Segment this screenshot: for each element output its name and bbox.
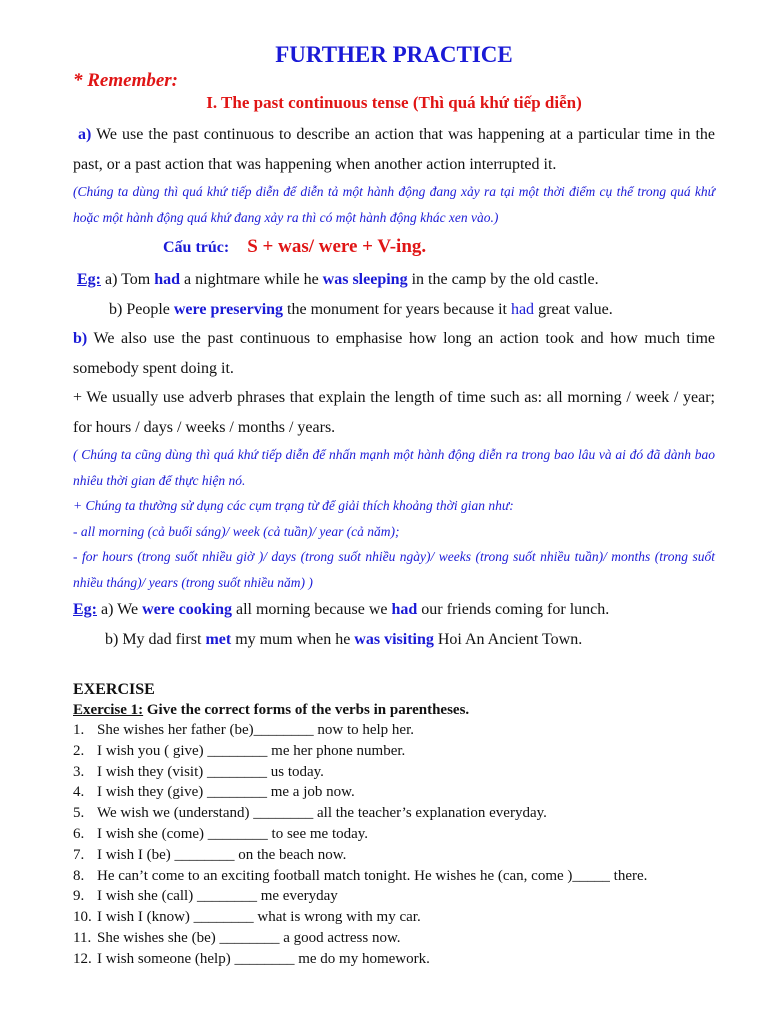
list-item (73, 762, 715, 783)
page-title: FURTHER PRACTICE (275, 42, 513, 67)
list-item (73, 803, 715, 824)
exercise-list (73, 720, 715, 970)
item-text: She wishes her father (be)________ now to help her. (97, 722, 415, 738)
list-item (73, 866, 715, 887)
eg-label: Eg: (73, 601, 97, 618)
part-b-vietnamese-4: - for hours (trong suốt nhiều giờ )/ days (trong suốt nhiều ngày)/ weeks (trong suốt nhiều tuần)/ months (trong suốt nhiều tháng)/ years (trong suốt nhiều năm) ) (73, 549, 715, 590)
example-text: in the camp by the old castle. (407, 271, 599, 288)
list-item (73, 720, 715, 741)
structure-formula: S + was/ were + V-ing. (247, 236, 427, 257)
part-b-vietnamese-2: + Chúng ta thường sử dụng các cụm trạng từ để giải thích khoảng thời gian như: (73, 498, 514, 513)
example-2a (73, 595, 715, 625)
example-text: b) People (109, 300, 174, 318)
item-number: 5. (73, 805, 85, 822)
example-text: b) My dad first (105, 630, 206, 648)
list-item (73, 928, 715, 949)
part-a-label: a) (78, 126, 92, 143)
example-text: the monument for years because it (283, 300, 511, 318)
example-text: a nightmare while he (180, 271, 323, 288)
example-text: great value. (534, 300, 613, 318)
example-text: all morning because we (231, 601, 392, 618)
item-text: I wish they (visit) ________ us today. (97, 763, 324, 780)
eg-label: Eg: (77, 271, 101, 288)
verb-highlight: had (154, 271, 181, 288)
part-a-vietnamese: (Chúng ta dùng thì quá khứ tiếp diễn để diễn tả một hành động đang xảy ra tại một thời điểm cụ thể trong quá khứ hoặc một hành động quá khứ đang xảy ra thì có một hành động khác xen vào.) (73, 184, 715, 225)
example-2b (73, 625, 715, 655)
verb-highlight: had (510, 300, 535, 318)
item-number: 7. (73, 846, 85, 863)
section-title: I. The past continuous tense (Thì quá khứ tiếp diễn) (206, 93, 582, 112)
example-text: Hoi An Ancient Town. (433, 630, 583, 648)
list-item (73, 886, 715, 907)
item-text: I wish she (call) ________ me everyday (97, 888, 338, 905)
item-number: 3. (73, 763, 85, 780)
item-number: 9. (73, 888, 85, 905)
example-1a (73, 265, 715, 295)
document-page (73, 40, 715, 970)
list-item (73, 741, 715, 762)
item-number: 4. (73, 784, 85, 801)
list-item (73, 824, 715, 845)
item-text: I wish you ( give) ________ me her phone number. (97, 742, 406, 759)
part-b-text: We also use the past continuous to emphasise how long an action took and how much time somebody spent doing it. (73, 330, 715, 377)
structure-label: Cấu trúc: (163, 239, 230, 256)
example-text: our friends coming for lunch. (417, 601, 610, 618)
list-item (73, 907, 715, 928)
item-number: 11. (73, 929, 92, 946)
item-number: 12. (73, 950, 92, 967)
remember-heading: * Remember: (73, 70, 179, 91)
part-a-text: We use the past continuous to describe an action that was happening at a particular time in the past, or a past action that was happening when another action interrupted it. (73, 126, 716, 173)
item-number: 1. (73, 722, 85, 738)
example-text: a) Tom (101, 271, 155, 288)
item-number: 10. (73, 909, 92, 926)
part-a-paragraph (73, 120, 715, 179)
example-1b (73, 295, 715, 325)
part-b-vietnamese-3: - all morning (cả buổi sáng)/ week (cả tuần)/ year (cả năm); (73, 523, 400, 539)
item-text: I wish I (know) ________ what is wrong with my car. (97, 909, 421, 926)
exercise-heading: EXERCISE (73, 681, 155, 698)
exercise-1-title (73, 700, 715, 720)
item-number: 6. (73, 825, 85, 842)
part-b-plus: + We usually use adverb phrases that explain the length of time such as: all morning / week / year; for hours / days / weeks / months / years. (73, 389, 715, 436)
part-b-label: b) (73, 330, 88, 347)
verb-highlight: met (205, 630, 232, 648)
verb-highlight: was visiting (354, 630, 434, 648)
part-b-vietnamese-1: ( Chúng ta cũng dùng thì quá khứ tiếp diễn để nhấn mạnh một hành động diễn ra trong bao lâu và ai đó đã dành bao nhiêu thời gian để thực hiện nó. (73, 447, 715, 488)
item-text: I wish I (be) ________ on the beach now. (97, 846, 347, 863)
verb-highlight: were cooking (142, 601, 232, 618)
verb-highlight: was sleeping (322, 271, 408, 288)
example-text: my mum when he (231, 630, 355, 648)
list-item (73, 949, 715, 970)
structure-line (73, 234, 715, 261)
item-text: I wish someone (help) ________ me do my homework. (97, 950, 430, 967)
item-text: We wish we (understand) ________ all the teacher’s explanation everyday. (97, 805, 547, 822)
part-b-paragraph (73, 324, 715, 383)
list-item (73, 845, 715, 866)
item-text: I wish they (give) ________ me a job now. (97, 784, 355, 801)
item-text: She wishes she (be) ________ a good actress now. (97, 929, 401, 946)
item-number: 8. (73, 867, 85, 884)
list-item (73, 782, 715, 803)
item-text: I wish she (come) ________ to see me today. (97, 825, 369, 842)
exercise-1-instruction: Give the correct forms of the verbs in parentheses. (143, 702, 470, 718)
verb-highlight: had (391, 601, 418, 618)
verb-highlight: were preserving (173, 300, 284, 318)
item-text: He can’t come to an exciting football match tonight. He wishes he (can, come )_____ there. (97, 867, 648, 884)
exercise-1-label: Exercise 1: (73, 702, 144, 718)
item-number: 2. (73, 742, 85, 759)
example-text: a) We (97, 601, 143, 618)
